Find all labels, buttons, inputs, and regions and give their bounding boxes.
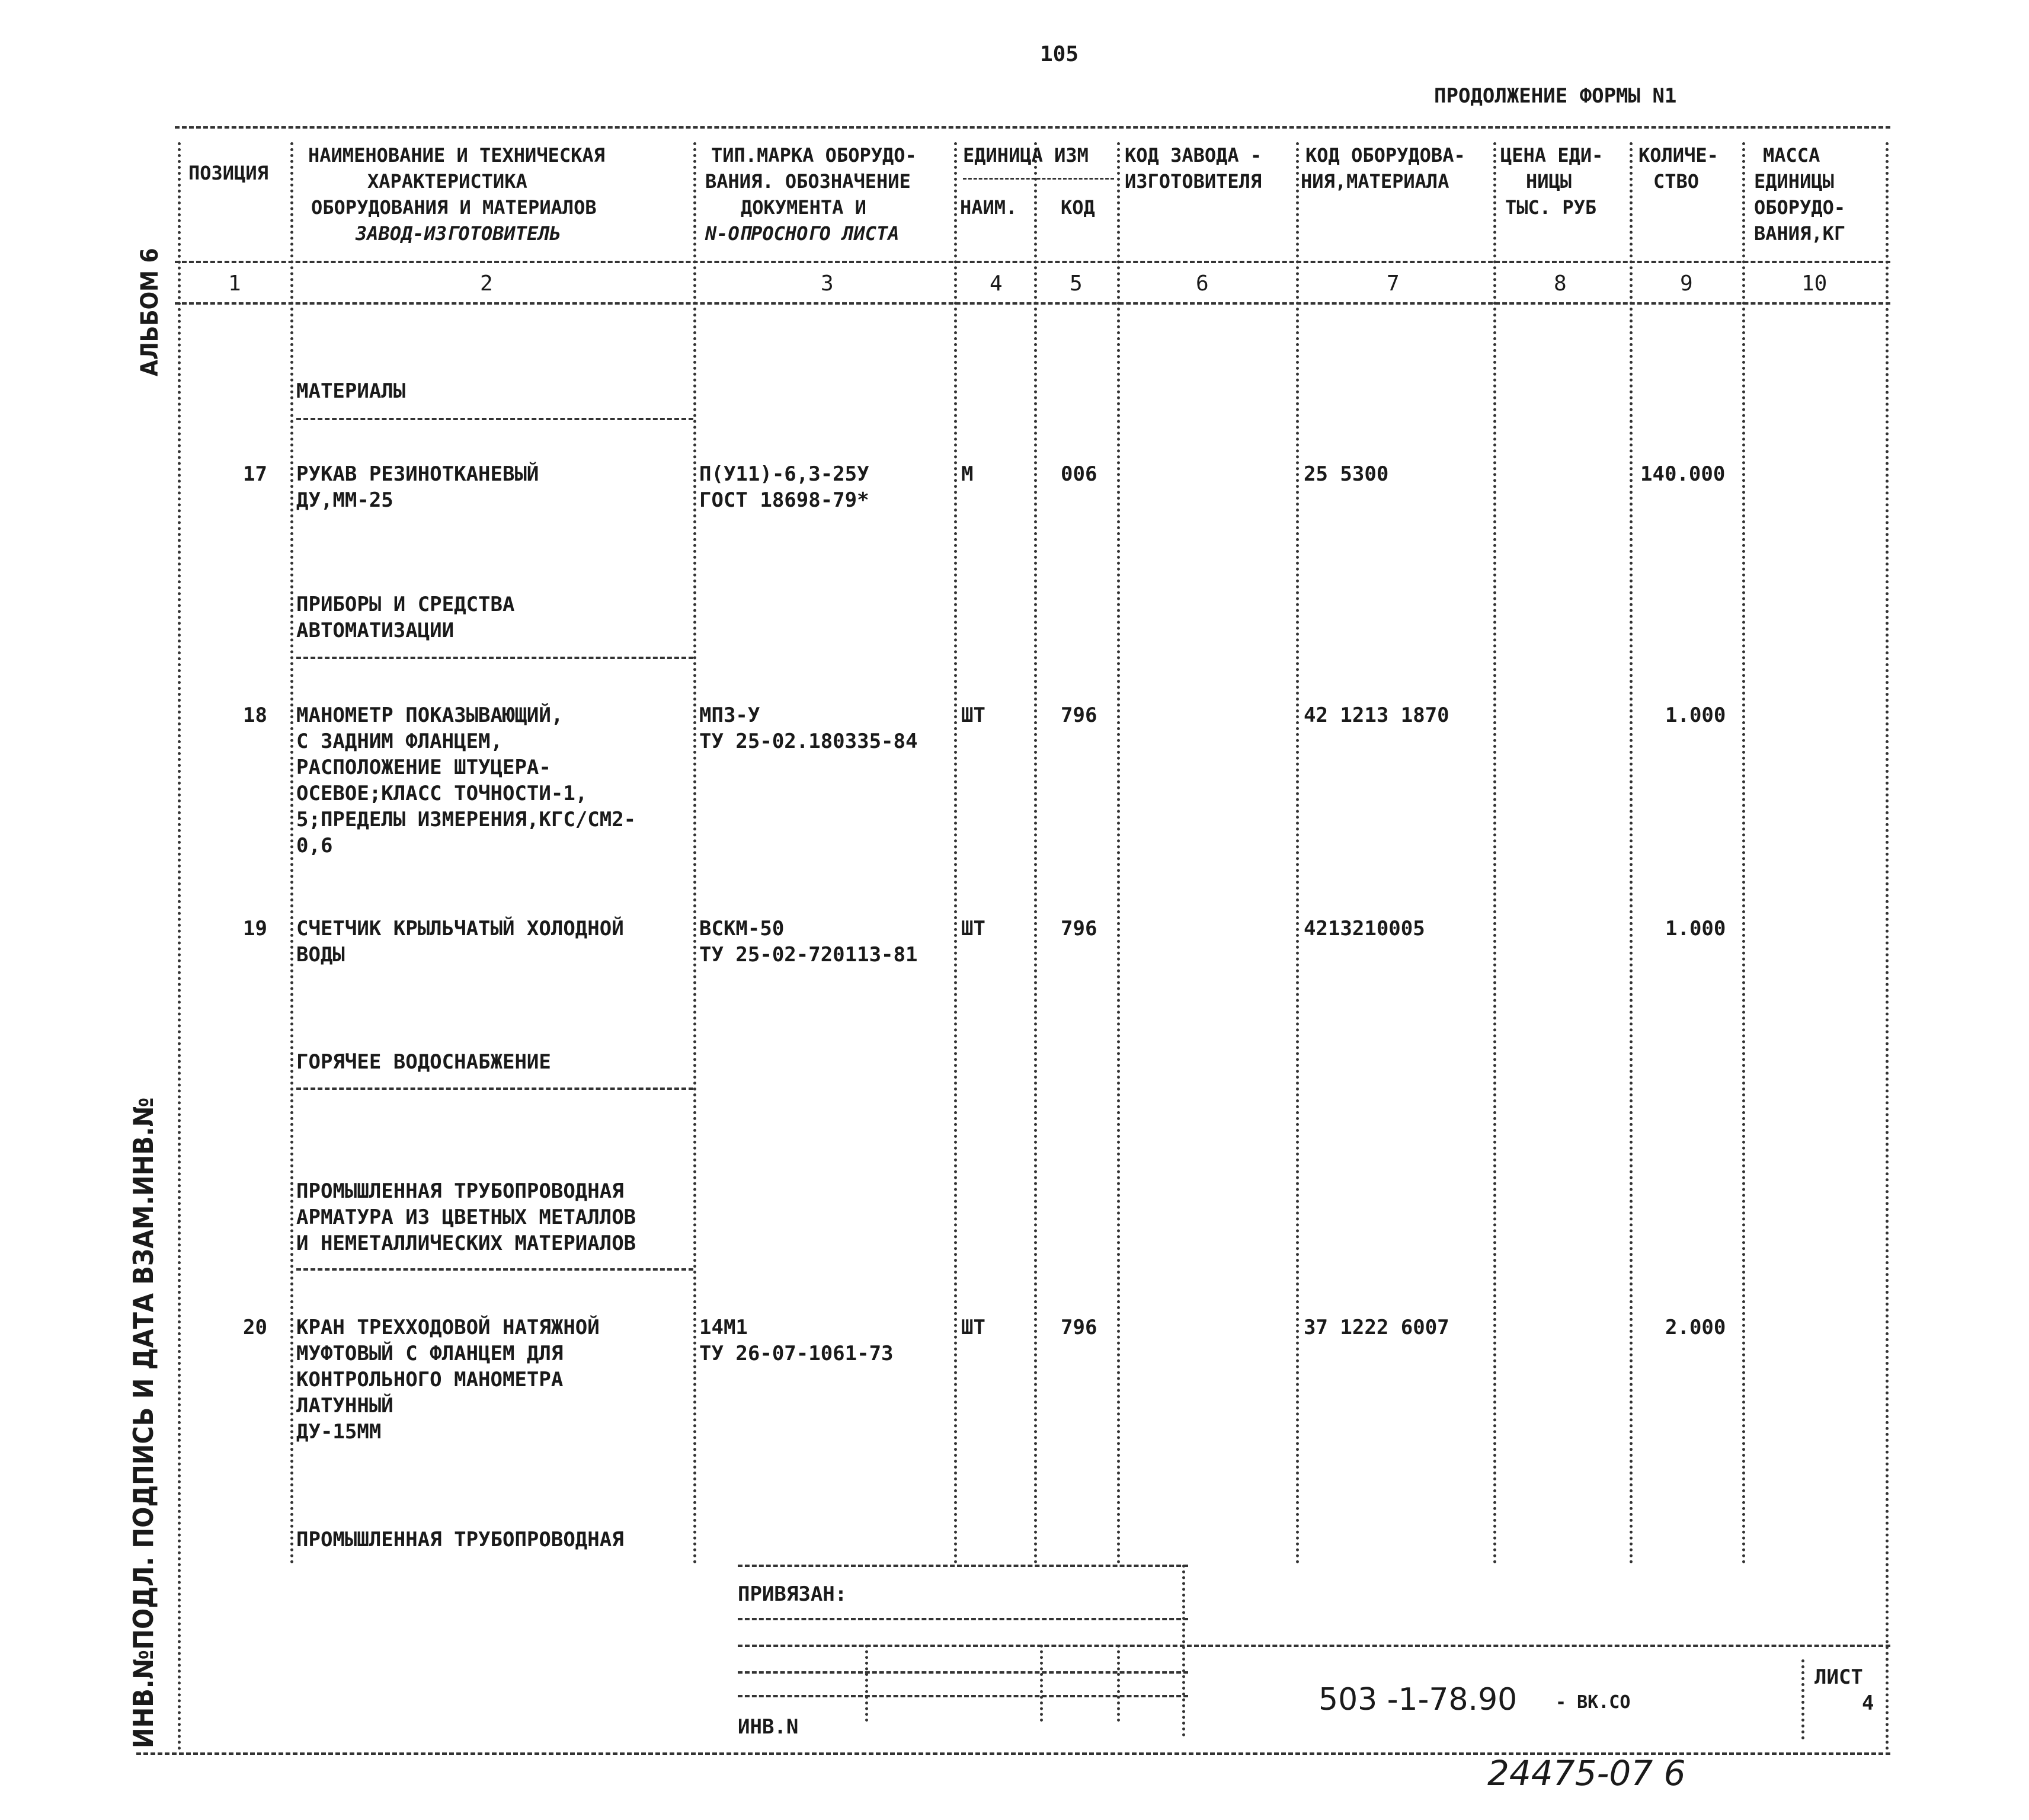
row20-qty: 2.000: [1665, 1316, 1726, 1339]
section-industrial-rule: [296, 1268, 693, 1271]
row17-unit-code: 006: [1061, 462, 1097, 486]
header-col2-line2: ХАРАКТЕРИСТИКА: [367, 170, 527, 193]
page-number: 105: [1040, 42, 1079, 66]
row19-name-1: СЧЕТЧИК КРЫЛЬЧАТЫЙ ХОЛОДНОЙ: [296, 917, 624, 941]
header-col2-line4: ЗАВОД-ИЗГОТОВИТЕЛЬ: [356, 222, 561, 245]
header-col9-line1: КОЛИЧЕ-: [1638, 144, 1718, 167]
row17-equip-code: 25 5300: [1304, 462, 1389, 486]
row18-pos: 18: [243, 703, 267, 727]
colnum-10: 10: [1801, 271, 1828, 296]
row20-type-1: 14М1: [699, 1316, 748, 1339]
colnum-6: 6: [1196, 271, 1209, 296]
col-sep-5: [1117, 142, 1120, 1565]
row18-qty: 1.000: [1665, 703, 1726, 727]
header-unit-name: НАИМ.: [960, 196, 1017, 219]
row18-type-2: ТУ 25-02.180335-84: [699, 730, 918, 753]
row20-name-5: ДУ-15ММ: [296, 1420, 382, 1444]
section-industrial-3: И НЕМЕТАЛЛИЧЕСКИХ МАТЕРИАЛОВ: [296, 1232, 636, 1255]
colnum-bottom-rule: [175, 302, 1890, 305]
colnum-1: 1: [228, 271, 241, 296]
header-col7-line1: КОД ОБОРУДОВА-: [1305, 144, 1465, 167]
col-sep-8: [1630, 142, 1633, 1565]
header-col3-line1: ТИП.МАРКА ОБОРУДО-: [711, 144, 917, 167]
header-position: ПОЗИЦИЯ: [188, 162, 268, 184]
row18-unit-code: 796: [1061, 703, 1097, 727]
stamp-rule-2: [738, 1618, 1188, 1620]
row19-name-2: ВОДЫ: [296, 943, 345, 967]
row17-qty: 140.000: [1640, 462, 1726, 486]
row19-qty: 1.000: [1665, 917, 1726, 941]
continuation-label: ПРОДОЛЖЕНИЕ ФОРМЫ N1: [1434, 84, 1677, 108]
colnum-9: 9: [1680, 271, 1693, 296]
row19-pos: 19: [243, 917, 267, 941]
sheet-sep: [1801, 1659, 1804, 1739]
row20-equip-code: 37 1222 6007: [1304, 1316, 1449, 1339]
header-col3-line4: N-ОПРОСНОГО ЛИСТА: [705, 222, 900, 245]
side-stamp: ИНВ.№ПОДЛ. ПОДПИСЬ И ДАТА ВЗАМ.ИНВ.№: [127, 1097, 159, 1748]
col-sep-9: [1742, 142, 1745, 1565]
col-sep-10: [1886, 142, 1889, 1751]
row19-unit-code: 796: [1061, 917, 1097, 941]
header-col8-line1: ЦЕНА ЕДИ-: [1500, 144, 1604, 167]
col-sep-4: [1034, 142, 1037, 1565]
stamp-rule-5: [738, 1695, 1188, 1697]
row18-name-5: 5;ПРЕДЕЛЫ ИЗМЕРЕНИЯ,КГС/СМ2-: [296, 808, 636, 831]
header-col9-line2: СТВО: [1653, 170, 1700, 193]
header-col2-line3: ОБОРУДОВАНИЯ И МАТЕРИАЛОВ: [311, 196, 597, 219]
section-devices-2: АВТОМАТИЗАЦИИ: [296, 619, 455, 642]
header-col3-line3: ДОКУМЕНТА И: [741, 196, 866, 219]
header-col10-line4: ВАНИЯ,КГ: [1754, 222, 1846, 245]
row18-name-2: С ЗАДНИМ ФЛАНЦЕМ,: [296, 730, 503, 753]
sheet-label: ЛИСТ: [1814, 1665, 1863, 1689]
row19-type-2: ТУ 25-02-720113-81: [699, 943, 918, 967]
header-col3-line2: ВАНИЯ. ОБОЗНАЧЕНИЕ: [705, 170, 911, 193]
row20-unit-code: 796: [1061, 1316, 1097, 1339]
row17-name-2: ДУ,ММ-25: [296, 488, 393, 512]
header-col2-line1: НАИМЕНОВАНИЕ И ТЕХНИЧЕСКАЯ: [308, 144, 605, 167]
row20-name-1: КРАН ТРЕХХОДОВОЙ НАТЯЖНОЙ: [296, 1316, 600, 1339]
row18-unit: ШТ: [961, 703, 985, 727]
row18-name-1: МАНОМЕТР ПОКАЗЫВАЮЩИЙ,: [296, 703, 564, 727]
stamp-sep-3: [1117, 1645, 1120, 1722]
row19-unit: ШТ: [961, 917, 985, 941]
section-industrial-2: АРМАТУРА ИЗ ЦВЕТНЫХ МЕТАЛЛОВ: [296, 1205, 636, 1229]
album-label: АЛЬБОМ 6: [136, 248, 164, 376]
section-industrial-1: ПРОМЫШЛЕННАЯ ТРУБОПРОВОДНАЯ: [296, 1179, 624, 1203]
row17-unit: М: [961, 462, 974, 486]
row17-type-1: П(У11)-6,3-25У: [699, 462, 869, 486]
table-top-rule: [175, 126, 1890, 129]
row17-name-1: РУКАВ РЕЗИНОТКАНЕВЫЙ: [296, 462, 539, 486]
stamp-sep-4: [1182, 1565, 1185, 1736]
col-sep-1: [290, 142, 293, 1565]
row18-type-1: МПЗ-У: [699, 703, 760, 727]
header-unit-code: КОД: [1061, 196, 1095, 219]
section-hot-water-rule: [296, 1087, 693, 1090]
stamp-sep-1: [865, 1645, 868, 1722]
row17-pos: 17: [243, 462, 267, 486]
colnum-5: 5: [1070, 271, 1083, 296]
stamp-sep-2: [1040, 1645, 1043, 1722]
row18-name-3: РАСПОЛОЖЕНИЕ ШТУЦЕРА-: [296, 756, 551, 779]
section-industrial-cont: ПРОМЫШЛЕННАЯ ТРУБОПРОВОДНАЯ: [296, 1528, 624, 1552]
stamp-rule-4: [738, 1671, 1188, 1674]
header-col7-line2: НИЯ,МАТЕРИАЛА: [1301, 170, 1449, 193]
section-materials-rule: [296, 418, 693, 420]
section-devices-1: ПРИБОРЫ И СРЕДСТВА: [296, 593, 515, 616]
col-sep-0: [178, 142, 181, 1751]
doc-code-main: 503 -1-78.90: [1318, 1682, 1518, 1717]
colnum-8: 8: [1554, 271, 1567, 296]
row20-name-3: КОНТРОЛЬНОГО МАНОМЕТРА: [296, 1368, 564, 1392]
inv-label: ИНВ.N: [738, 1715, 799, 1739]
header-col8-line2: НИЦЫ: [1526, 170, 1572, 193]
header-col10-line3: ОБОРУДО-: [1754, 196, 1846, 219]
col-sep-2: [693, 142, 696, 1565]
row20-pos: 20: [243, 1316, 267, 1339]
header-col10-line2: ЕДИНИЦЫ: [1754, 170, 1834, 193]
row18-equip-code: 42 1213 1870: [1304, 703, 1449, 727]
row20-name-2: МУФТОВЫЙ С ФЛАНЦЕМ ДЛЯ: [296, 1342, 564, 1365]
row19-equip-code: 4213210005: [1304, 917, 1425, 941]
colnum-3: 3: [821, 271, 834, 296]
row19-type-1: ВСКМ-50: [699, 917, 785, 941]
stamp-top-rule: [738, 1565, 1188, 1567]
section-materials: МАТЕРИАЛЫ: [296, 379, 406, 403]
header-col6-line1: КОД ЗАВОДА -: [1125, 144, 1262, 167]
header-col10-line1: МАССА: [1763, 144, 1820, 167]
stamp-rule-3: [738, 1645, 1890, 1647]
header-unit-top: ЕДИНИЦА ИЗМ: [963, 144, 1089, 167]
header-col6-line2: ИЗГОТОВИТЕЛЯ: [1125, 170, 1262, 193]
header-unit-rule: [963, 178, 1114, 180]
archive-number: 24475-07 6: [1487, 1753, 1686, 1793]
bound-label: ПРИВЯЗАН:: [738, 1582, 847, 1606]
col-sep-6: [1296, 142, 1299, 1565]
header-bottom-rule: [175, 261, 1890, 263]
section-hot-water: ГОРЯЧЕЕ ВОДОСНАБЖЕНИЕ: [296, 1050, 551, 1074]
header-col8-line3: ТЫС. РУБ: [1505, 196, 1597, 219]
col-sep-7: [1493, 142, 1496, 1565]
colnum-7: 7: [1387, 271, 1400, 296]
row20-name-4: ЛАТУННЫЙ: [296, 1394, 393, 1418]
section-devices-rule: [296, 657, 693, 659]
colnum-2: 2: [480, 271, 493, 296]
col-sep-3: [954, 142, 957, 1565]
row18-name-6: 0,6: [296, 834, 333, 858]
row18-name-4: ОСЕВОЕ;КЛАСС ТОЧНОСТИ-1,: [296, 782, 588, 805]
colnum-4: 4: [990, 271, 1003, 296]
sheet-number: 4: [1862, 1691, 1874, 1715]
row17-type-2: ГОСТ 18698-79*: [699, 488, 869, 512]
row20-unit: ШТ: [961, 1316, 985, 1339]
row20-type-2: ТУ 26-07-1061-73: [699, 1342, 894, 1365]
doc-code-suffix: - ВК.СО: [1556, 1692, 1631, 1713]
